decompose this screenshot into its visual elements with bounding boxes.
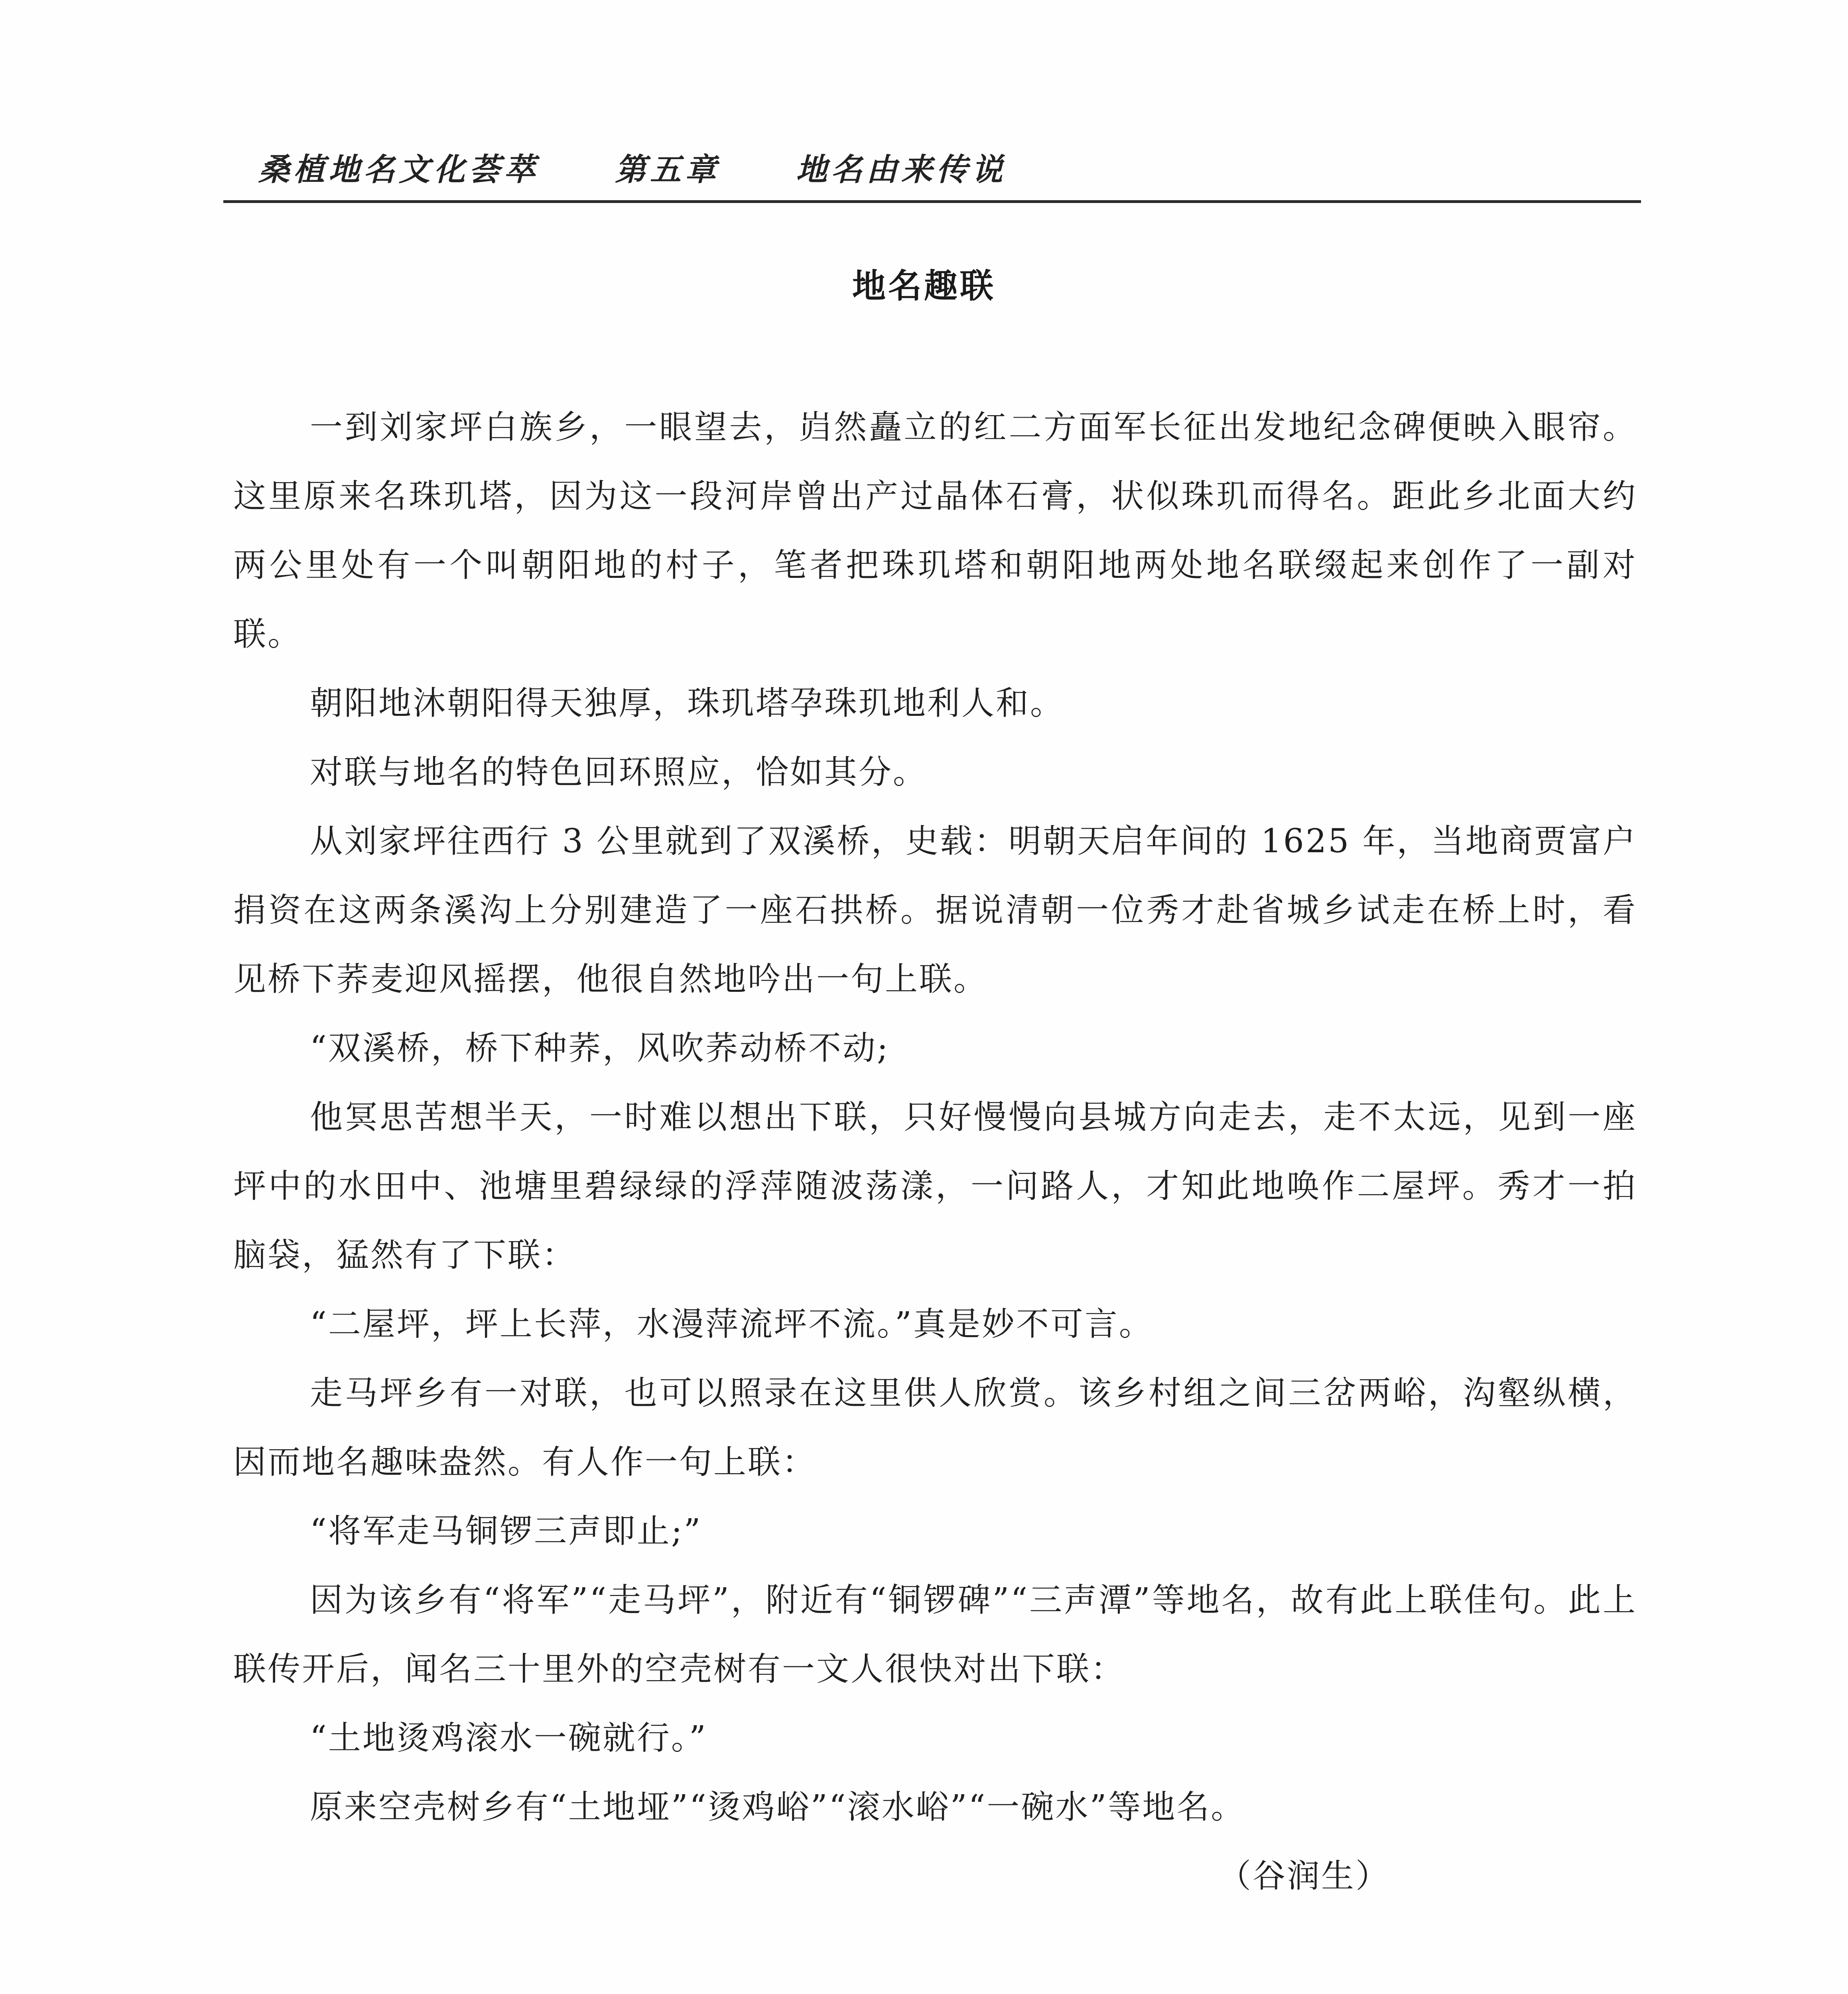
paragraph: “双溪桥，桥下种荞，风吹荞动桥不动;: [310, 1029, 890, 1067]
paragraph: 他冥思苦想半天，一时难以想出下联，只好慢慢向县城方向走去，走不太远，见到一座坪中的水田中、池塘里碧绿绿的浮萍随波荡漾，一问路人，才知此地唤作二屋坪。秀才一拍脑袋，猛然有了下联：: [233, 1098, 1637, 1274]
author-signature: （谷润生）: [1218, 1857, 1390, 1895]
paragraph: 对联与地名的特色回环照应，恰如其分。: [310, 753, 928, 791]
paragraph: 原来空壳树乡有“土地垭”“烫鸡峪”“滚水峪”“一碗水”等地名。: [310, 1788, 1245, 1826]
paragraph: 因为该乡有“将军”“走马坪”，附近有“铜锣碑”“三声潭”等地名，故有此上联佳句。此上联传开后，闻名三十里外的空壳树有一文人很快对出下联：: [233, 1581, 1637, 1688]
article-body: [233, 393, 1637, 1911]
paragraph: 一到刘家坪白族乡，一眼望去，岿然矗立的红二方面军长征出发地纪念碑便映入眼帘。这里原来名珠玑塔，因为这一段河岸曾出产过晶体石膏，状似珠玑而得名。距此乡北面大约两公里处有一个叫朝阳地的村子，笔者把珠玑塔和朝阳地两处地名联缀起来创作了一副对联。: [233, 408, 1637, 653]
paragraph: “土地烫鸡滚水一碗就行。”: [310, 1719, 707, 1757]
paragraph: “二屋坪，坪上长萍，水漫萍流坪不流。”真是妙不可言。: [310, 1305, 1153, 1343]
header-book-title: 桑植地名文化荟萃: [258, 152, 540, 188]
header-chapter-title: 地名由来传说: [796, 152, 1007, 188]
header-divider: [223, 200, 1641, 203]
paragraph: 走马坪乡有一对联，也可以照录在这里供人欣赏。该乡村组之间三岔两峪，沟壑纵横，因而地名趣味盎然。有人作一句上联：: [233, 1374, 1637, 1481]
running-header: [258, 142, 1082, 189]
header-chapter: 第五章: [615, 152, 721, 188]
paragraph: 朝阳地沐朝阳得天独厚，珠玑塔孕珠玑地利人和。: [310, 684, 1065, 722]
paragraph: 从刘家坪往西行 3 公里就到了双溪桥，史载：明朝天启年间的 1625 年，当地商贾富户捐资在这两条溪沟上分别建造了一座石拱桥。据说清朝一位秀才赴省城乡试走在桥上时，看见桥下荞麦迎风摇摆，他很自然地吟出一句上联。: [233, 822, 1637, 998]
article-title: 地名趣联: [852, 266, 996, 305]
paragraph: “将军走马铜锣三声即止;”: [310, 1512, 702, 1550]
